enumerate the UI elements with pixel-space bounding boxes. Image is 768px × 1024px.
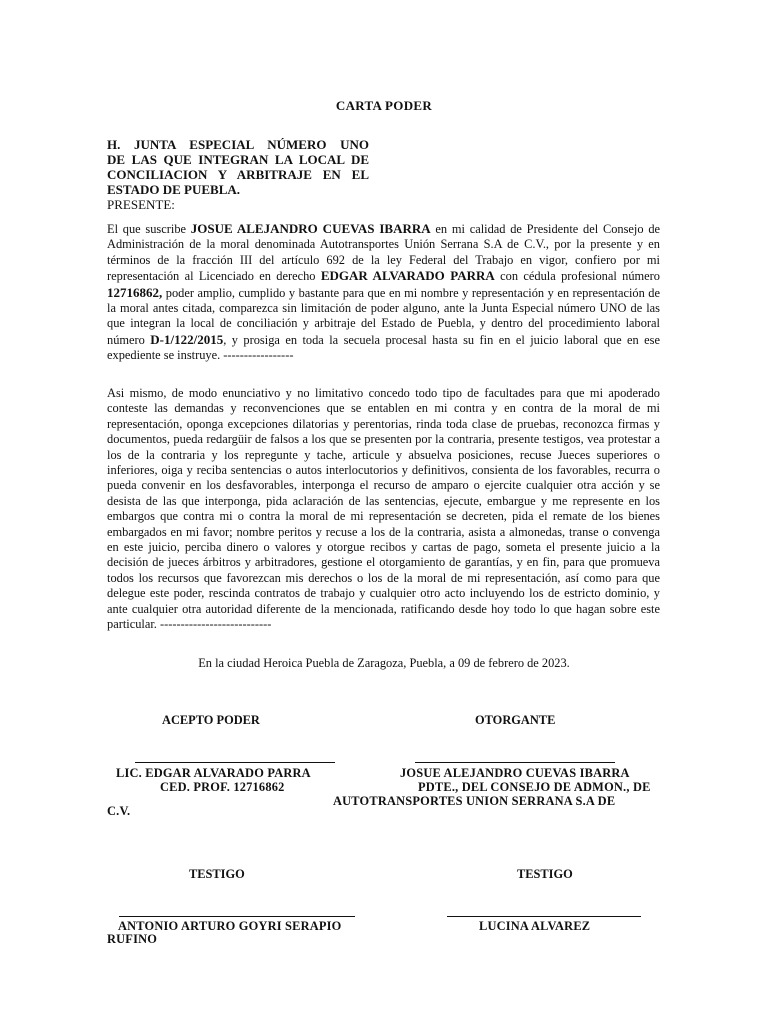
para1-text: poder amplio, cumplido y bastante para que en mi nombre y representación y en representación de la moral antes citada, comparezca sin limitación de poder alguno, ante la Junta Especial número UNO de las que integran la local de conciliación y arbitraje del Estado de Puebla, y dentro del procedimiento laboral número [107,285,660,347]
grantor-name: JOSUE ALEJANDRO CUEVAS IBARRA [400,766,630,780]
signature-line-witness1 [119,916,355,917]
paragraph-faculties: Asi mismo, de modo enunciativo y no limitativo concedo todo tipo de facultades para que mi apoderado conteste las demandas y reconvenciones que se entablen en mi contra y en contra de la moral de mi representación, oponga excepciones dilatorias y perentorias, rinda toda clase de pruebas, reconozca firmas y documentos, pueda redargüir de falsos a los que se presenten por la contraria, presente testigos, vea protestar a los de la contraria y los repregunte y tache, articule y absuelva posiciones, recuse Jueces superiores o inferiores, oiga y reciba sentencias o autos interlocutorios y definitivos, consienta de los favorables, recurra o pueda convenir en los desfavorables, interponga el recurso de amparo o ejercite cualquier otra acción y se desista de las que interponga, pida aclaración de las sentencias, ejecute, embargue y me represente en los embargos que contra mi o contra la moral de mi representación se decreten, pida el remate de los bienes embargados en mi favor; nombre peritos y recuse a los de la contraria, asista a almonedas, transe o convenga en este juicio, perciba dinero o valores y otorgue recibos y cartas de pago, someta el presente juicio a la decisión de jueces árbitros y arbitradores, gestione el otorgamiento de garantías, y en fin, para que promueva todos los recursos que favorezcan mis derechos o los de la moral de mi representación, así como para que delegue este poder, rescinda contratos de trabajo y cualquier otro acto incluyendo los de estricto dominio, y ante cualquier otra autoridad diferente de la mencionada, ratificando desde hoy todo lo que hagan sobre este particular. --------------------------- [107,386,660,632]
witness-label: TESTIGO [189,867,245,881]
grantor-title: AUTOTRANSPORTES UNION SERRANA S.A DE [333,794,616,808]
addressee-line: ESTADO DE PUEBLA. [107,182,241,197]
grantor-label: OTORGANTE [475,713,556,727]
grantor-title: C.V. [107,804,131,818]
attorney-cedula: CED. PROF. 12716862 [160,780,285,794]
grantor-title: PDTE., DEL CONSEJO DE ADMON., DE [418,780,651,794]
para1-text: , y prosiga en toda la secuela procesal hasta su fin en el juicio laboral que en ese expediente se instruye. ----------------- [107,332,660,363]
para1-text: con cédula profesional número [494,269,660,284]
witness2-name: LUCINA ALVAREZ [479,919,591,933]
witness1-name: ANTONIO ARTURO GOYRI SERAPIO [118,919,342,933]
addressee-block [107,137,369,212]
signature-line-witness2 [447,916,641,917]
attorney-name-inline: EDGAR ALVARADO PARRA [320,268,495,284]
document-title: CARTA PODER [335,98,433,113]
attorney-name: LIC. EDGAR ALVARADO PARRA [116,766,311,780]
date-line: En la ciudad Heroica Puebla de Zaragoza, Puebla, a 09 de febrero de 2023. [198,656,570,670]
addressee-line: DE LAS QUE INTEGRAN LA LOCAL DE [107,152,369,167]
paragraph-grant [107,221,660,364]
para1-text: El que suscribe [107,222,191,236]
para1-text: en mi calidad de Presidente del Consejo de Administración de la moral denominada Autotransportes Unión Serrana S.A de C.V., por la presente y en términos de la fracción III del artículo 692 de la ley Federal del Trabajo en vigor, confiero por mi representación al Licenciado en derecho [107,222,661,284]
addressee-present: PRESENTE: [107,197,175,212]
addressee-line: CONCILIACION Y ARBITRAJE EN EL [107,167,369,182]
addressee-line: H. JUNTA ESPECIAL NÚMERO UNO [107,137,369,152]
cedula-inline: 12716862, [107,284,163,300]
witness-label: TESTIGO [517,867,573,881]
accept-power-label: ACEPTO PODER [162,713,260,727]
grantor-name-inline: JOSUE ALEJANDRO CUEVAS IBARRA [190,221,431,236]
signature-line-grantor [415,762,615,763]
case-number-inline: D-1/122/2015 [150,331,224,347]
signature-line-attorney [135,762,335,763]
witness1-name: RUFINO [107,932,158,946]
